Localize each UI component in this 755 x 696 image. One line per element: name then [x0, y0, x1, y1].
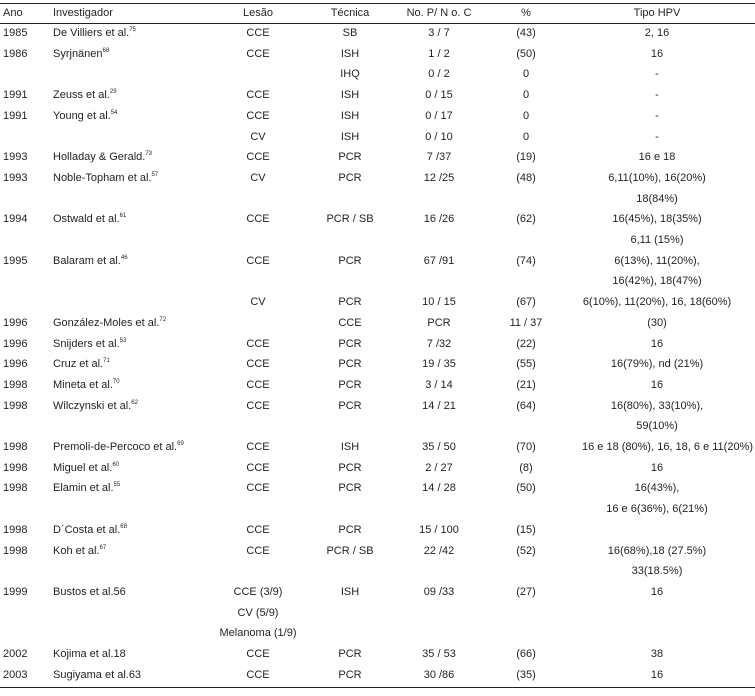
cell-investigador: Syrjnänen$^{68}$ [53, 47, 110, 60]
reference-superscript: 72 [159, 316, 167, 323]
cell-tipo-hpv: 59(10%) [636, 420, 678, 433]
reference-superscript: 46 [120, 254, 128, 261]
cell-tecnica: PCR [338, 171, 362, 184]
cell-no-p-no-c: 35 / 53 [422, 648, 456, 660]
cell-percent: (27) [516, 585, 536, 598]
cell-lesao: CCE [246, 399, 270, 412]
cell-no-p-no-c: 7 /37 [426, 151, 452, 164]
cell-tipo-hpv: (30) [647, 316, 667, 329]
cell-tecnica: ISH [340, 585, 360, 598]
cell-lesao: CCE [246, 523, 270, 536]
cell-tipo-hpv: - [655, 89, 659, 102]
cell-percent: (66) [516, 648, 536, 660]
table-row [0, 169, 755, 187]
cell-ano: 1995 [3, 254, 28, 267]
table-row [0, 231, 755, 249]
cell-tipo-hpv: 16 e 18 (80%), 16, 18, 6 e 11(20%) [581, 441, 753, 453]
cell-no-p-no-c: 0 / 17 [425, 109, 453, 122]
cell-tipo-hpv: 16 [650, 47, 664, 60]
cell-investigador: Snijders et al.$^{53}$ [53, 337, 127, 350]
cell-tipo-hpv: 16 [650, 461, 664, 474]
cell-lesao: CCE [246, 47, 270, 60]
cell-ano: 1998 [3, 482, 28, 495]
table-row [0, 666, 755, 684]
cell-tipo-hpv: 16 [650, 668, 664, 681]
cell-tipo-hpv: 6(13%), 11(20%), [614, 254, 700, 267]
cell-tipo-hpv: 16(43%), [634, 482, 680, 495]
cell-lesao: CCE [246, 378, 270, 391]
table-row [0, 479, 755, 497]
reference-superscript: 55 [113, 482, 121, 489]
table-row [0, 562, 755, 580]
cell-percent: (50) [516, 47, 536, 60]
cell-lesao: CCE [246, 27, 270, 39]
cell-no-p-no-c: 12 /25 [423, 171, 455, 184]
cell-tecnica: ISH [340, 130, 360, 143]
cell-ano: 1996 [3, 358, 28, 371]
cell-percent: 11 / 37 [509, 316, 543, 329]
cell-no-p-no-c: 0 / 15 [425, 89, 453, 102]
cell-tecnica: IHQ [340, 68, 360, 81]
cell-investigador: Wilczynski et al.$^{62}$ [53, 399, 138, 412]
cell-no-p-no-c: 19 / 35 [422, 358, 456, 371]
cell-percent: 0 [522, 89, 530, 102]
cell-investigador: Premoli-de-Percoco et al.$^{69}$ [53, 441, 184, 453]
cell-tecnica: PCR [338, 296, 362, 309]
reference-superscript: 70 [112, 378, 120, 385]
cell-tecnica: PCR [338, 668, 362, 681]
cell-tecnica: PCR [338, 358, 362, 371]
header-percent: % [521, 7, 531, 19]
cell-investigador: Bustos et al.56 [53, 585, 126, 598]
cell-no-p-no-c: 0 / 10 [425, 130, 453, 143]
cell-no-p-no-c: 10 / 15 [422, 296, 456, 309]
cell-investigador: González-Moles et al.$^{72}$ [53, 316, 167, 329]
table-row [0, 521, 755, 539]
cell-percent: (74) [516, 254, 536, 267]
cell-percent: (64) [516, 399, 536, 412]
cell-percent: (48) [516, 171, 536, 184]
cell-lesao: CCE [246, 544, 270, 557]
header-investigador: Investigador [53, 7, 113, 19]
cell-investigador: D´Costa et al.$^{68}$ [53, 523, 127, 536]
cell-no-p-no-c: 0 / 2 [428, 68, 450, 81]
cell-ano: 1998 [3, 544, 28, 557]
cell-tipo-hpv: 16(42%), 18(47%) [612, 275, 702, 288]
cell-ano: 1998 [3, 441, 28, 453]
cell-ano: 1985 [3, 27, 28, 39]
cell-tecnica: PCR [338, 461, 362, 474]
cell-percent: (19) [516, 151, 536, 164]
table-row [0, 148, 755, 166]
cell-tecnica: PCR / SB [326, 544, 374, 557]
cell-investigador: Elamin et al.$^{55}$ [53, 482, 121, 495]
cell-ano: 2002 [3, 648, 28, 660]
cell-lesao: CCE [246, 337, 270, 350]
cell-tipo-hpv: 16(45%), 18(35%) [612, 213, 702, 226]
table-row [0, 314, 755, 332]
cell-percent: (67) [516, 296, 536, 309]
cell-lesao: CCE [246, 151, 270, 164]
cell-tecnica: PCR [338, 378, 362, 391]
table-row [0, 24, 755, 42]
cell-tecnica: PCR [338, 523, 362, 536]
cell-ano: 1996 [3, 337, 28, 350]
cell-lesao: CCE [246, 89, 270, 102]
cell-tecnica: PCR [338, 399, 362, 412]
cell-no-p-no-c: 3 / 7 [428, 27, 450, 39]
cell-lesao: CCE [246, 109, 270, 122]
cell-ano: 1993 [3, 151, 28, 164]
cell-no-p-no-c: 3 / 14 [425, 378, 453, 391]
cell-lesao: CCE [246, 482, 270, 495]
cell-lesao: CCE (3/9) [233, 585, 283, 598]
table-row [0, 252, 755, 270]
reference-superscript: 75 [129, 27, 136, 33]
cell-ano: 1994 [3, 213, 28, 226]
reference-superscript: 61 [119, 213, 127, 220]
table-row [0, 645, 755, 663]
header-no-p-no-c: No. P/ N o. C [406, 7, 472, 19]
cell-lesao: Melanoma (1/9) [219, 627, 297, 640]
cell-tecnica: PCR [338, 482, 362, 495]
cell-no-p-no-c: 7 /32 [426, 337, 452, 350]
cell-tecnica: SB [342, 27, 358, 39]
cell-tipo-hpv: 6,11 (15%) [630, 234, 684, 246]
cell-percent: (21) [516, 378, 536, 391]
cell-percent: (55) [516, 358, 536, 371]
cell-no-p-no-c: 14 / 21 [422, 399, 456, 412]
cell-ano: 1986 [3, 47, 28, 60]
cell-investigador: Ostwald et al.$^{61}$ [53, 213, 127, 226]
cell-lesao: CCE [246, 441, 270, 453]
table-row [0, 604, 755, 622]
reference-superscript: 67 [99, 544, 107, 551]
cell-ano: 1998 [3, 461, 28, 474]
cell-no-p-no-c: 35 / 50 [422, 441, 456, 453]
table-row [0, 86, 755, 104]
cell-tipo-hpv: 16 e 6(36%), 6(21%) [606, 503, 708, 516]
cell-lesao: CCE [246, 648, 270, 660]
table-bottom-rule [0, 687, 755, 688]
cell-tecnica: PCR [338, 337, 362, 350]
cell-investigador: Balaram et al.$^{46}$ [53, 254, 128, 267]
cell-investigador: Miguel et al.$^{60}$ [53, 461, 119, 474]
table-row [0, 624, 755, 642]
cell-no-p-no-c: 67 /91 [423, 254, 455, 267]
table-row [0, 583, 755, 601]
cell-ano: 1991 [3, 109, 28, 122]
cell-tipo-hpv: 16 e 18 [638, 151, 676, 164]
cell-tipo-hpv: 16(68%),18 (27.5%) [607, 544, 707, 557]
reference-superscript: 71 [103, 358, 110, 365]
cell-percent: (15) [516, 523, 536, 536]
cell-tecnica: PCR [338, 151, 362, 164]
reference-superscript: 62 [131, 399, 138, 406]
cell-tecnica: PCR [338, 648, 362, 660]
cell-investigador: Koh et al.$^{67}$ [53, 544, 107, 557]
cell-tecnica: ISH [340, 441, 360, 453]
cell-investigador: Kojima et al.18 [53, 648, 126, 660]
cell-tipo-hpv: 16(79%), nd (21%) [610, 358, 704, 371]
cell-tipo-hpv: 6,11(10%), 16(20%) [608, 171, 706, 184]
table-row [0, 128, 755, 146]
cell-tipo-hpv: - [655, 109, 659, 122]
cell-percent: (35) [516, 668, 536, 681]
cell-tecnica: PCR [338, 254, 362, 267]
cell-ano: 1999 [3, 585, 28, 598]
cell-lesao: CV [250, 130, 266, 143]
header-lesao: Lesão [243, 7, 273, 19]
table-row [0, 335, 755, 353]
table-row [0, 293, 755, 311]
cell-no-p-no-c: 16 /26 [423, 213, 455, 226]
table-row [0, 500, 755, 518]
table-row [0, 438, 755, 456]
cell-lesao: CCE [246, 461, 270, 474]
cell-percent: 0 [522, 130, 530, 143]
cell-lesao: CV [250, 296, 266, 309]
cell-tecnica: ISH [340, 89, 360, 102]
cell-percent: (52) [516, 544, 536, 557]
cell-tecnica: PCR / SB [326, 213, 374, 226]
cell-tipo-hpv: 2, 16 [644, 27, 670, 39]
cell-investigador: Sugiyama et al.63 [53, 668, 142, 681]
reference-superscript: 68 [102, 47, 110, 54]
cell-investigador: De Villiers et al.$^{75}$ [53, 27, 136, 39]
cell-ano: 1998 [3, 399, 28, 412]
table-row [0, 355, 755, 373]
cell-tecnica: ISH [340, 109, 360, 122]
cell-no-p-no-c: 1 / 2 [428, 47, 450, 60]
cell-ano: 1996 [3, 316, 28, 329]
cell-no-p-no-c: 15 / 100 [419, 523, 459, 536]
cell-percent: (70) [516, 441, 536, 453]
reference-superscript: 69 [177, 441, 184, 447]
table-row [0, 210, 755, 228]
table-row [0, 459, 755, 477]
reference-superscript: 73 [145, 151, 153, 158]
cell-investigador: Zeuss et al.$^{29}$ [53, 89, 117, 102]
cell-tipo-hpv: 16 [650, 585, 664, 598]
reference-superscript: 54 [110, 109, 118, 116]
cell-no-p-no-c: PCR [427, 316, 451, 329]
cell-tecnica: CCE [338, 316, 362, 329]
reference-superscript: 60 [112, 461, 119, 468]
header-ano: Ano [3, 7, 23, 19]
cell-percent: 0 [522, 68, 530, 81]
header-tipo-hpv: Tipo HPV [633, 7, 681, 19]
cell-investigador: Holladay & Gerald.$^{73}$ [53, 151, 153, 164]
table-row [0, 417, 755, 435]
cell-investigador: Noble-Topham et al.$^{57}$ [53, 171, 159, 184]
cell-percent: (8) [519, 461, 533, 474]
reference-superscript: 29 [109, 89, 117, 96]
cell-ano: 2003 [3, 668, 28, 681]
header-tecnica: Técnica [330, 7, 370, 19]
cell-tipo-hpv: 33(18.5%) [631, 565, 683, 578]
cell-tipo-hpv: 16 [650, 337, 664, 350]
cell-tipo-hpv: 16(80%), 33(10%), [610, 399, 704, 412]
cell-lesao: CCE [246, 668, 270, 681]
cell-lesao: CV (5/9) [237, 606, 279, 619]
table-header-row [0, 4, 755, 22]
cell-no-p-no-c: 2 / 27 [425, 461, 453, 474]
cell-percent: 0 [522, 109, 530, 122]
cell-no-p-no-c: 09 /33 [423, 585, 455, 598]
cell-lesao: CCE [246, 358, 270, 371]
cell-no-p-no-c: 30 /86 [423, 668, 455, 681]
table-row [0, 45, 755, 63]
cell-tipo-hpv: 6(10%), 11(20%), 16, 18(60%) [582, 296, 732, 309]
cell-no-p-no-c: 22 /42 [423, 544, 455, 557]
cell-tipo-hpv: 18(84%) [636, 192, 678, 205]
cell-ano: 1991 [3, 89, 28, 102]
cell-tipo-hpv: 16 [650, 378, 664, 391]
cell-investigador: Cruz et al.$^{71}$ [53, 358, 110, 371]
reference-superscript: 53 [119, 337, 127, 344]
cell-percent: (22) [516, 337, 536, 350]
cell-ano: 1993 [3, 171, 28, 184]
table-row [0, 107, 755, 125]
cell-tecnica: ISH [340, 47, 360, 60]
cell-tipo-hpv: - [655, 130, 659, 143]
reference-superscript: 68 [120, 523, 127, 530]
cell-no-p-no-c: 14 / 28 [422, 482, 456, 495]
table-row [0, 190, 755, 208]
table-row [0, 397, 755, 415]
table-row [0, 542, 755, 560]
table-row [0, 376, 755, 394]
cell-percent: (50) [516, 482, 536, 495]
table-row [0, 65, 755, 83]
cell-investigador: Young et al.$^{54}$ [53, 109, 118, 122]
reference-superscript: 57 [151, 171, 159, 178]
cell-lesao: CCE [246, 213, 270, 226]
cell-lesao: CV [250, 171, 266, 184]
cell-ano: 1998 [3, 378, 28, 391]
cell-investigador: Mineta et al.$^{70}$ [53, 378, 120, 391]
cell-tipo-hpv: 38 [650, 648, 664, 660]
cell-percent: (43) [516, 27, 536, 39]
cell-ano: 1998 [3, 523, 28, 536]
table-row [0, 272, 755, 290]
cell-percent: (62) [516, 213, 536, 226]
cell-lesao: CCE [246, 254, 270, 267]
cell-tipo-hpv: - [655, 68, 659, 81]
